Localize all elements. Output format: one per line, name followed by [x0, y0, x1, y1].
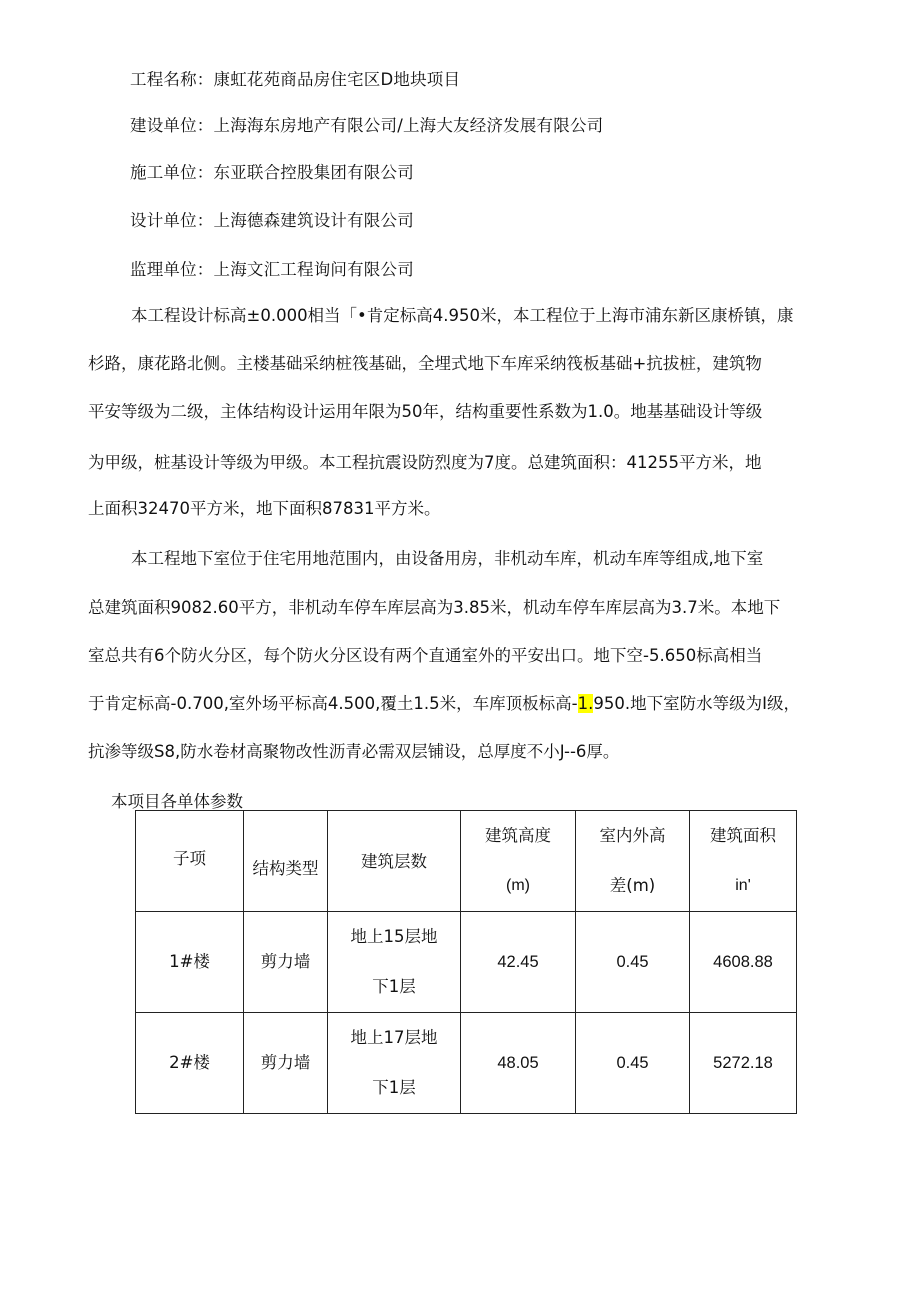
header-cell-height: [461, 811, 576, 912]
text-segment: 于肯定标高-0.700,室外场平标高4.500,覆土1.5米，车库顶板标高-: [88, 694, 578, 713]
header-text: 建筑面积: [710, 826, 776, 845]
table-row: [136, 912, 797, 1013]
cell-height: 48.05: [461, 1013, 576, 1114]
paragraph-1-line: 本工程设计标高±0.000相当「•肯定标高4.950米，本工程位于上海市浦东新区康桥镇，康: [131, 306, 794, 325]
header-cell-diff: [576, 811, 690, 912]
paragraph-1-line: 为甲级，桩基设计等级为甲级。本工程抗震设防烈度为7度。总建筑面积：41255平方米，地: [88, 453, 762, 472]
field-value: 康虹花苑商品房住宅区D地块项目: [213, 70, 461, 89]
paragraph-2-line: 室总共有6个防火分区，每个防火分区设有两个直通室外的平安出口。地下空-5.650标高相当: [88, 646, 763, 665]
highlighted-text: 1.: [577, 694, 594, 713]
paragraph-2-line: 抗渗等级S8,防水卷材高聚物改性沥青必需双层铺设，总厚度不小J--6厚。: [88, 742, 620, 761]
floors-text: 地上17层地: [350, 1028, 438, 1047]
cell-diff: 0.45: [576, 912, 690, 1013]
paragraph-1-line: 平安等级为二级，主体结构设计运用年限为50年，结构重要性系数为1.0。地基基础设计等级: [88, 402, 763, 421]
developer-line: [130, 112, 603, 136]
field-value: 上海德森建筑设计有限公司: [213, 211, 414, 230]
floors-text: 下1层: [372, 977, 416, 996]
header-text: in': [735, 877, 751, 894]
contractor-line: [130, 159, 414, 183]
field-value: 东亚联合控股集团有限公司: [213, 163, 414, 182]
field-label: 施工单位：: [130, 163, 214, 182]
paragraph-2-line: 总建筑面积9082.60平方，非机动车停车库层高为3.85米，机动车停车库层高为3.7米。本地下: [88, 598, 781, 617]
header-text: 建筑层数: [361, 852, 427, 871]
header-cell-area: [690, 811, 797, 912]
header-text: 子项: [173, 849, 206, 868]
paragraph-2-line: 本工程地下室位于住宅用地范围内，由设备用房，非机动车库，机动车库等组成,地下室: [131, 549, 764, 568]
cell-height: 42.45: [461, 912, 576, 1013]
field-label: 建设单位：: [130, 116, 214, 135]
field-label: 监理单位：: [130, 260, 214, 279]
floors-text: 地上15层地: [350, 927, 438, 946]
project-name-line: [130, 66, 460, 90]
header-cell-floors: [328, 811, 461, 912]
header-text: 差(m): [609, 876, 656, 895]
paragraph-2-line: [88, 690, 800, 714]
paragraph-1-line: 杉路，康花路北侧。主楼基础采纳桩筏基础，全埋式地下车库采纳筏板基础+抗拔桩，建筑物: [88, 354, 762, 373]
cell-area: 4608.88: [690, 912, 797, 1013]
cell-diff: 0.45: [576, 1013, 690, 1114]
parameters-table: [135, 810, 797, 1114]
header-text: 结构类型: [252, 859, 319, 878]
supervisor-line: [130, 256, 414, 280]
header-cell-item: [136, 811, 244, 912]
cell-item: 1#楼: [136, 912, 244, 1013]
floors-text: 下1层: [372, 1078, 416, 1097]
table-caption: 本项目各单体参数: [111, 792, 243, 811]
header-text: 建筑高度: [485, 826, 551, 845]
cell-floors: [328, 912, 461, 1013]
field-value: 上海文汇工程询问有限公司: [213, 260, 414, 279]
header-cell-structure: [244, 811, 328, 912]
field-label: 工程名称：: [130, 70, 214, 89]
table-row: [136, 1013, 797, 1114]
table-header-row: [136, 811, 797, 912]
header-text: (m): [506, 877, 530, 894]
cell-area: 5272.18: [690, 1013, 797, 1114]
cell-structure: 剪力墙: [244, 912, 328, 1013]
text-segment: 950.地下室防水等级为I级，: [593, 694, 800, 713]
paragraph-1-line: 上面积32470平方米，地下面积87831平方米。: [88, 499, 441, 518]
header-text: 室内外高: [599, 826, 666, 845]
field-label: 设计单位：: [130, 211, 214, 230]
field-value: 上海海东房地产有限公司/上海大友经济发展有限公司: [213, 116, 604, 135]
cell-structure: 剪力墙: [244, 1013, 328, 1114]
designer-line: [130, 207, 414, 231]
cell-floors: [328, 1013, 461, 1114]
cell-item: 2#楼: [136, 1013, 244, 1114]
